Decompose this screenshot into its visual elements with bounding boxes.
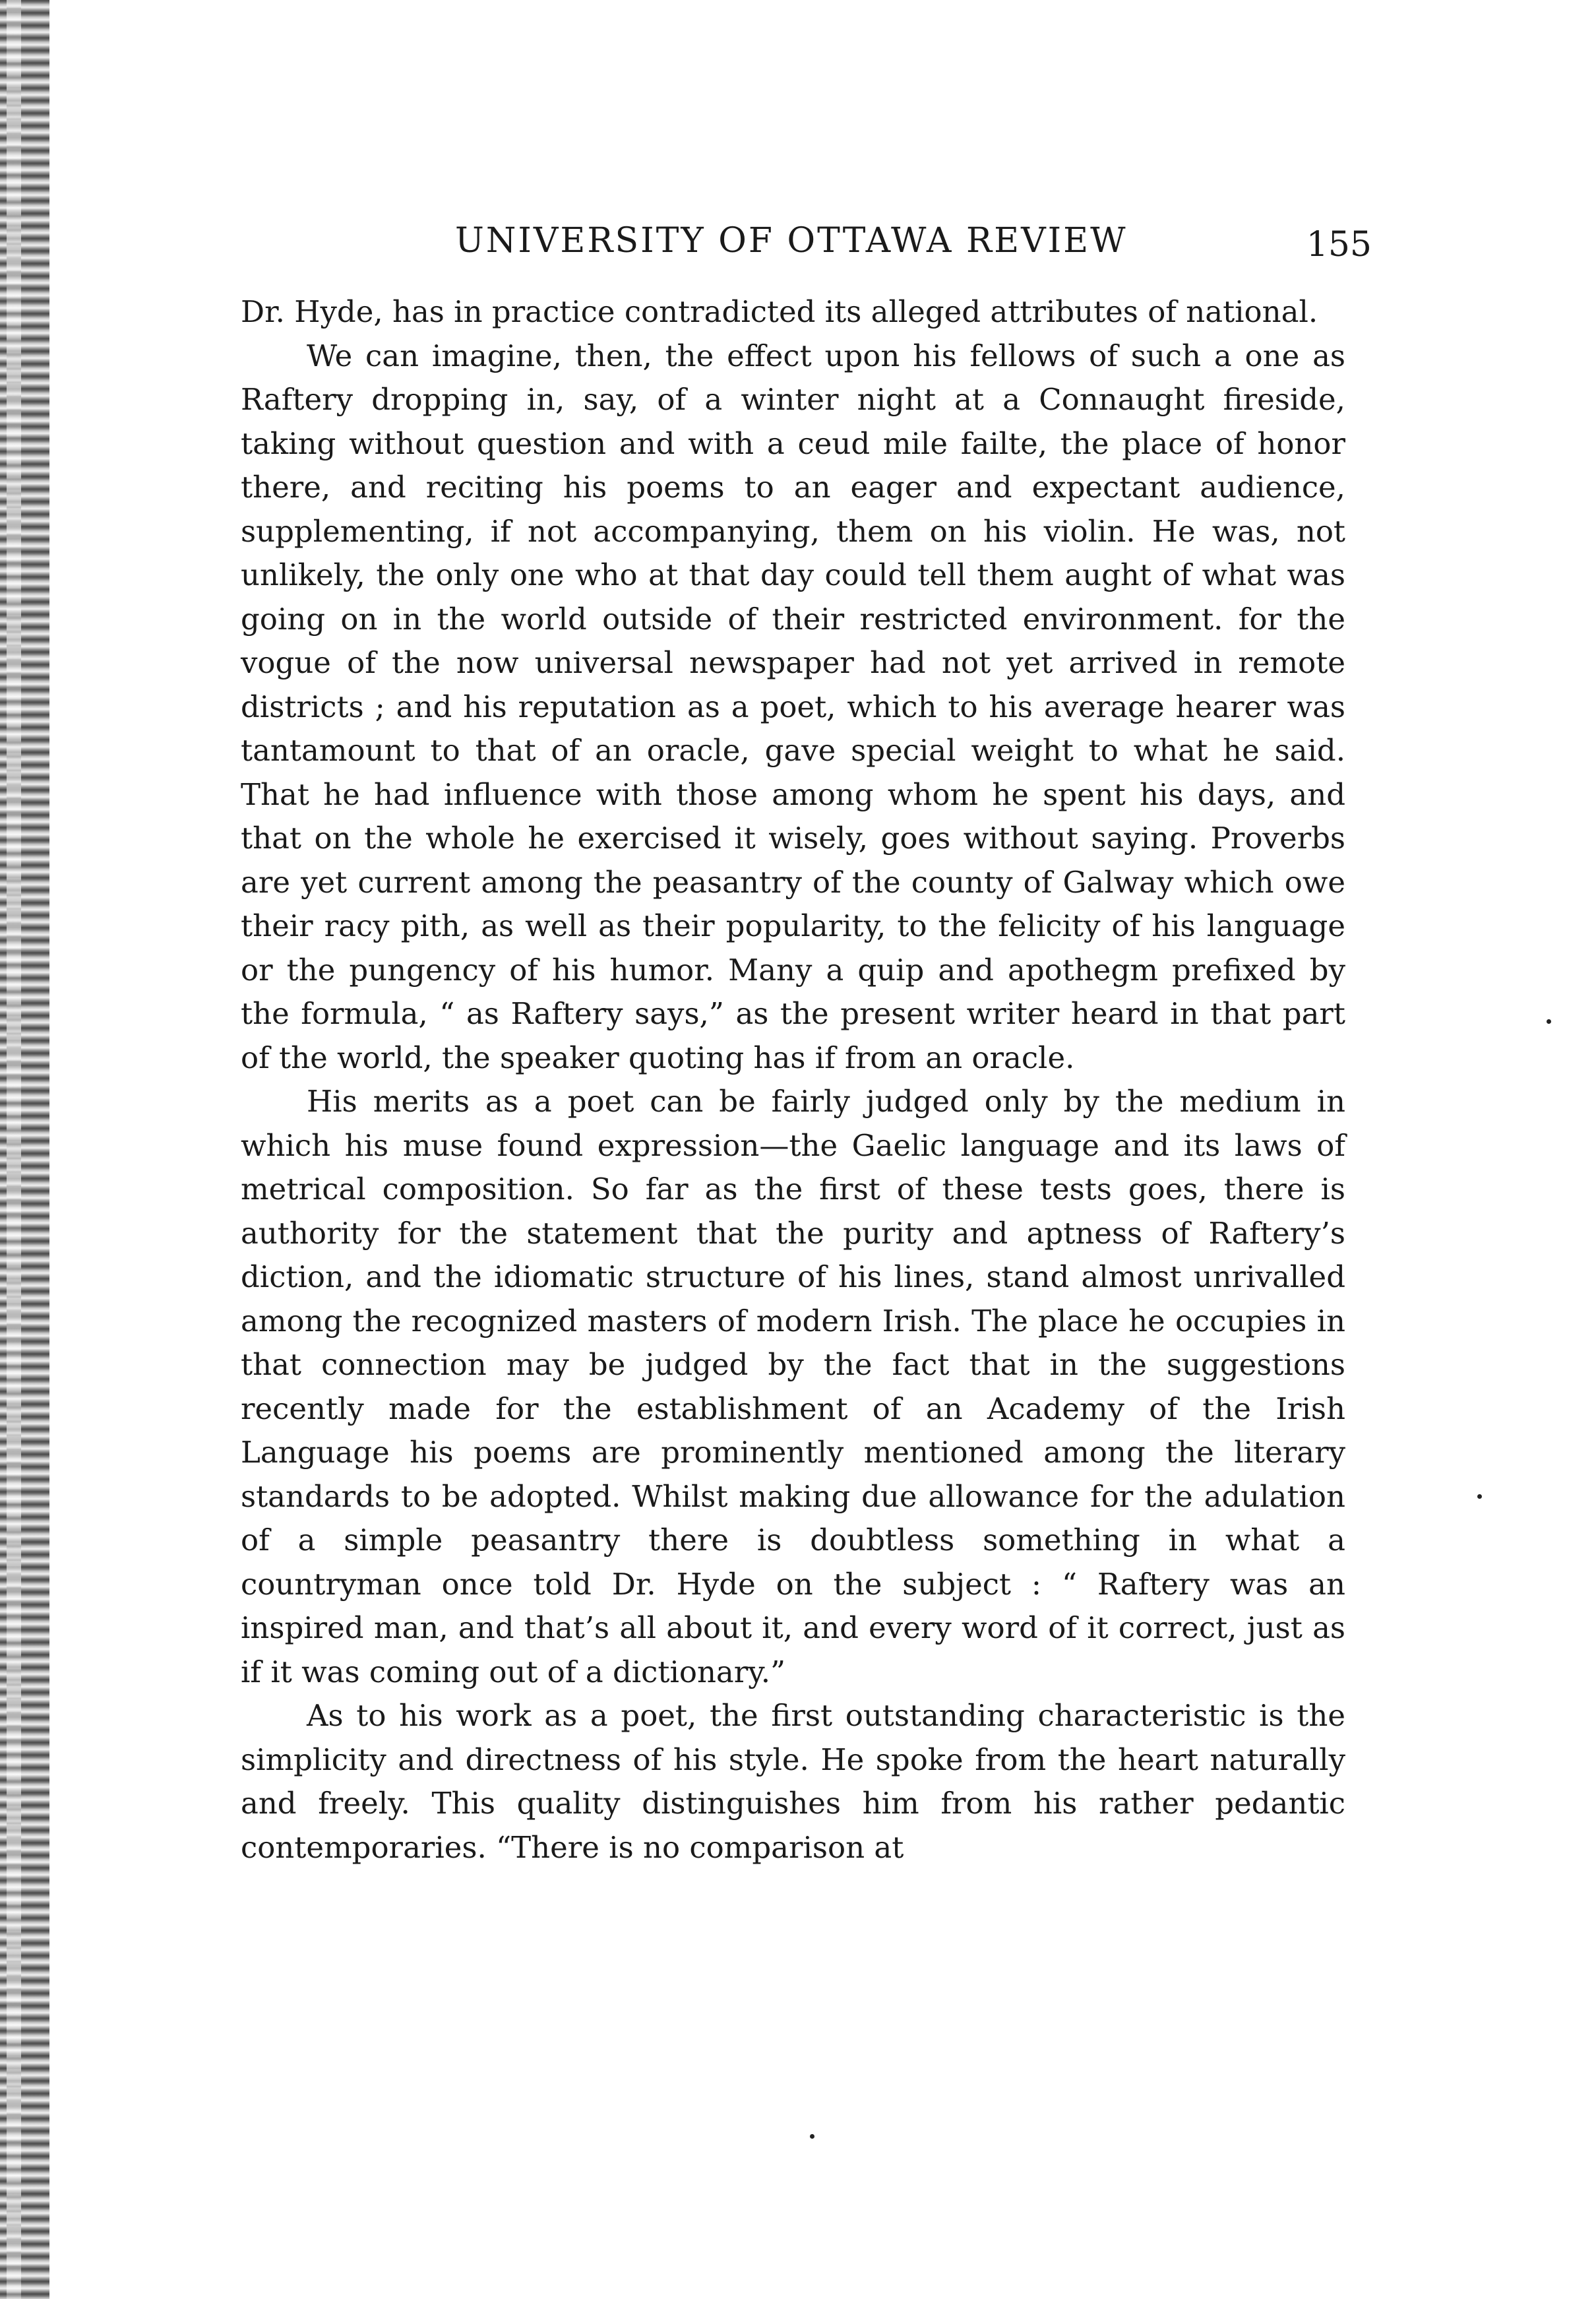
paragraph: We can imagine, then, the effect upon his fellows of such a one as Raftery dropping in, say, of a winter night at a Connaught fireside, taking without question and with a ceud mile failte, the place of honor there, and reciting his poems to an eager and expectant audience, supplementing, if not accompanying, them on his violin. He was, not unlikely, the only one who at that day could tell them aught of what was going on in the world outside of their restricted environment. for the vogue of the now universal newspaper had not yet arrived in remote districts ; and his reputation as a poet, which to his average hearer was tantamount to that of an oracle, gave special weight to what he said. That he had influence with those among whom he spent his days, and that on the whole he exercised it wisely, goes without saying. Proverbs are yet current among the peasantry of the county of Galway which owe their racy pith, as well as their popularity, to the felicity of his language or the pungency of his humor. Many a quip and apothegm prefixed by the formula, “ as Raftery says,” as the present writer heard in that part of the world, the speaker quoting has if from an oracle. [241, 338, 1345, 1075]
page-number: 155 [1306, 225, 1372, 265]
page-binding-edge [0, 0, 49, 2299]
ink-speck [1477, 1494, 1482, 1499]
body-text [241, 290, 1345, 1870]
ink-speck [1547, 1019, 1551, 1024]
paragraph: As to his work as a poet, the first outstanding characteristic is the simplicity and directness of his style. He spoke from the heart naturally and freely. This quality distinguishes him from his rather pedantic contemporaries. “There is no comparison at [241, 1698, 1345, 1865]
journal-title: UNIVERSITY OF OTTAWA REVIEW [455, 221, 1128, 261]
running-head [455, 221, 1372, 267]
paragraph: Dr. Hyde, has in practice contradicted its alleged attributes of national. [241, 294, 1318, 329]
paragraph: His merits as a poet can be fairly judged only by the medium in which his muse found expression—the Gaelic language and its laws of metrical composition. So far as the first of these tests goes, there is authority for the statement that the purity and aptness of Raftery’s diction, and the idiomatic structure of his lines, stand almost unrivalled among the recognized masters of modern Irish. The place he occupies in that connection may be judged by the fact that in the suggestions recently made for the establishment of an Academy of the Irish Language his poems are prominently mentioned among the literary standards to be adopted. Whilst making due allowance for the adulation of a simple peasantry there is doubtless something in what a countryman once told Dr. Hyde on the subject : “ Raftery was an inspired man, and that’s all about it, and every word of it correct, just as if it was coming out of a dictionary.” [241, 1084, 1345, 1689]
ink-speck [810, 2134, 814, 2139]
